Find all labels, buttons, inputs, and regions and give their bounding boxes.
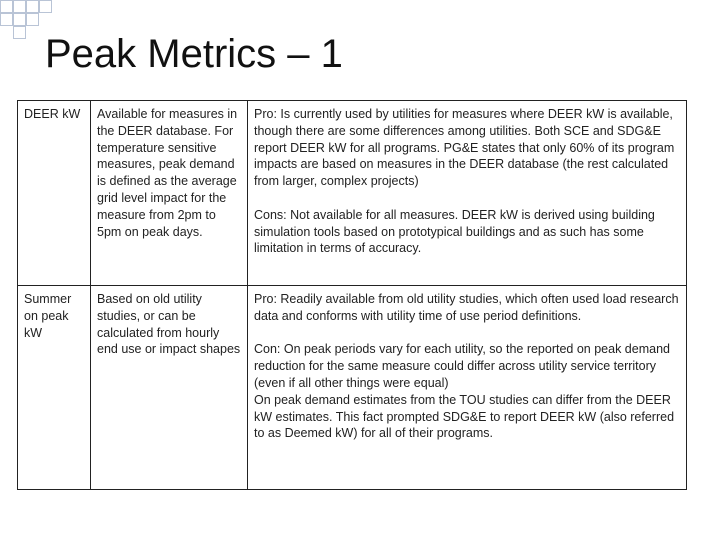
metric-definition-cell: Based on old utility studies, or can be calculated from hourly end use or impact shapes [91, 286, 248, 490]
cons-text: Cons: Not available for all measures. DEER kW is derived using building simulation tools based on prototypical buildings and as such has some limitation in terms of accuracy. [254, 207, 655, 256]
cons-text: Con: On peak periods vary for each utility, so the reported on peak demand reduction for the same measure could differ across utility service territory (even if all other things were equal) [254, 342, 670, 390]
pro-text: Pro: Is currently used by utilities for measures where DEER kW is available, though there are some differences among utilities. Both SCE and SDG&E report DEER kW for all programs. PG&E states that only 60% of its program impacts are based on measures in the DEER database (the rest calculated from larger, complex projects) [254, 107, 675, 189]
metric-name-cell: DEER kW [18, 101, 91, 286]
slide-title: Peak Metrics – 1 [45, 32, 343, 76]
peak-metrics-table [17, 100, 687, 490]
note-text: On peak demand estimates from the TOU studies can differ from the DEER kW estimates. This fact prompted SDG&E to report DEER kW (also referred to as Deemed kW) for all of their programs. [254, 392, 675, 441]
table-row [18, 286, 687, 490]
pros-cons-cell [248, 286, 687, 490]
pro-text: Pro: Readily available from old utility studies, which often used load research data and conforms with utility time of use period definitions. [254, 292, 679, 323]
metric-name-cell: Summer on peak kW [18, 286, 91, 490]
table-row [18, 101, 687, 286]
metric-definition-cell: Available for measures in the DEER database. For temperature sensitive measures, peak demand is defined as the average grid level impact for the measure from 2pm to 5pm on peak days. [91, 101, 248, 286]
pros-cons-cell [248, 101, 687, 286]
